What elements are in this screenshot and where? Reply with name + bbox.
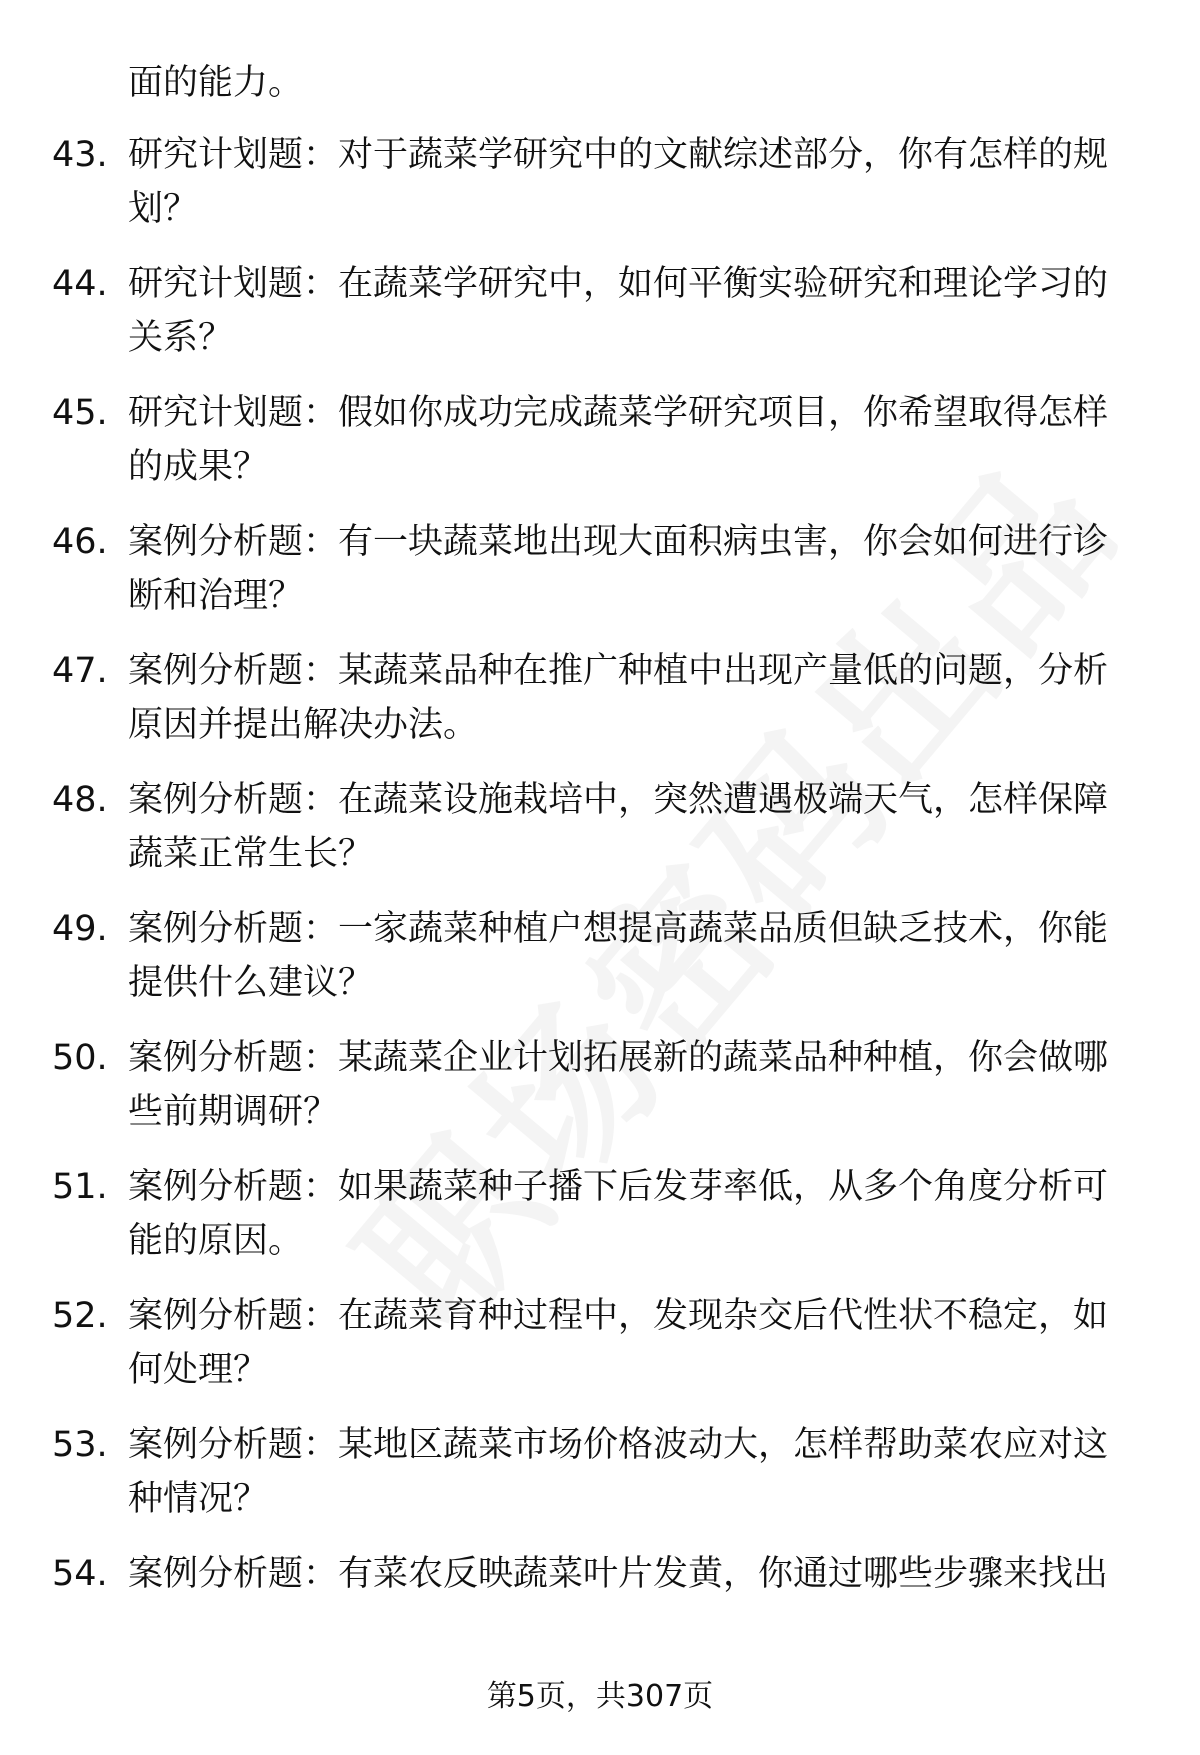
question-text: 案例分析题：在蔬菜设施栽培中，突然遭遇极端天气，怎样保障蔬菜正常生长？	[128, 780, 1109, 874]
question-text: 案例分析题：某蔬菜品种在推广种植中出现产量低的问题，分析原因并提出解决办法。	[128, 651, 1109, 745]
question-text: 案例分析题：在蔬菜育种过程中，发现杂交后代性状不稳定，如何处理？	[128, 1296, 1109, 1390]
question-text: 案例分析题：有一块蔬菜地出现大面积病虫害，你会如何进行诊断和治理？	[128, 522, 1109, 616]
question-text: 案例分析题：一家蔬菜种植户想提高蔬菜品质但缺乏技术，你能提供什么建议？	[128, 909, 1109, 1003]
question-number: 45.	[52, 393, 108, 433]
question-number: 48.	[52, 780, 108, 820]
question-number: 50.	[52, 1038, 108, 1078]
question-text: 案例分析题：如果蔬菜种子播下后发芽率低，从多个角度分析可能的原因。	[128, 1167, 1109, 1261]
question-number: 46.	[52, 522, 108, 562]
question-number: 54.	[52, 1554, 108, 1594]
question-number: 44.	[52, 264, 108, 304]
question-number: 43.	[52, 135, 108, 175]
question-text: 案例分析题：某蔬菜企业计划拓展新的蔬菜品种种植，你会做哪些前期调研？	[128, 1038, 1109, 1132]
question-text: 案例分析题：某地区蔬菜市场价格波动大，怎样帮助菜农应对这种情况？	[128, 1425, 1109, 1519]
question-number: 51.	[52, 1167, 108, 1207]
question-number: 52.	[52, 1296, 108, 1336]
continuation-text: 面的能力。	[128, 63, 304, 103]
question-number: 53.	[52, 1425, 108, 1465]
question-text: 研究计划题：对于蔬菜学研究中的文献综述部分，你有怎样的规划？	[128, 135, 1109, 229]
question-text: 案例分析题：有菜农反映蔬菜叶片发黄，你通过哪些步骤来找出	[128, 1554, 1109, 1594]
question-text: 研究计划题：假如你成功完成蔬菜学研究项目，你希望取得怎样的成果？	[128, 393, 1109, 487]
question-text: 研究计划题：在蔬菜学研究中，如何平衡实验研究和理论学习的关系？	[128, 264, 1109, 358]
question-number: 49.	[52, 909, 108, 949]
page-footer: 第5页，共307页	[486, 1679, 714, 1714]
question-number: 47.	[52, 651, 108, 691]
